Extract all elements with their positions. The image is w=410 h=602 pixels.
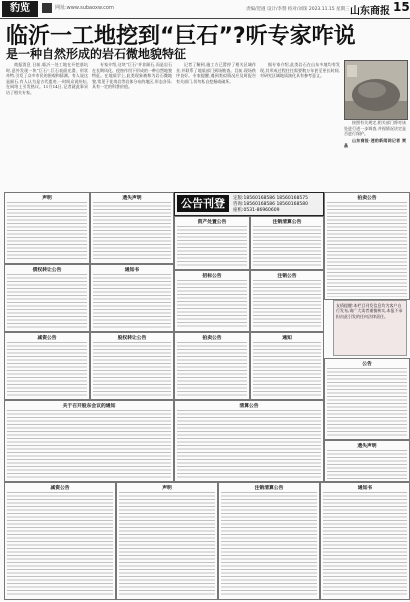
article-column-1 (6, 62, 88, 190)
notice-block (4, 400, 174, 482)
article-column-2 (92, 62, 172, 190)
article-headline: 临沂一工地挖到“巨石”?听专家咋说 (6, 24, 356, 49)
notice-block (324, 440, 410, 482)
notice-text (221, 492, 317, 597)
notice-text (253, 280, 321, 329)
notice-text (253, 342, 321, 397)
article-subheadline: 是一种自然形成的岩石微地貌特征 (6, 47, 187, 61)
notice-text (323, 492, 407, 597)
notice-title: 拍卖公告 (202, 336, 222, 341)
article-byline: 山东商报·速豹新闻网记者 贾晶 (344, 137, 406, 149)
qr-code-icon (42, 3, 52, 13)
notice-block (250, 332, 324, 400)
notice-text (93, 202, 171, 261)
notice-block (90, 192, 174, 264)
notice-title: 遗失声明 (122, 196, 142, 201)
article-paragraph: 商报消息 日前,临沂一处工地在开挖基坑时,意外发现一块“巨石”,巨石表面光滑、形状奇特,引发了众多市民的围观和猜测。有人说这是陨石,有人认为是古代遗迹,一时间众说纷纭,在网络上引发热议。11月14日,记者就此事采访了相关专家。 (6, 62, 88, 95)
notice-block (324, 358, 410, 440)
article-paragraph: 记者了解到,施工方已暂停了相关区域作业,并联系了地质部门到场勘查。目前,现场秩序良好。专家提醒,遇到类似情况应及时报告有关部门,切勿私自挖掘或破坏。 (176, 62, 256, 84)
article-paragraph: 按照有关规定,相关部门将对该处进行进一步调查,并视情况决定是否进行保护。 (344, 120, 406, 137)
notice-title: 股权转让公告 (117, 336, 147, 341)
notice-text (177, 410, 321, 479)
notice-title: 公告 (362, 362, 372, 367)
article-column-4 (260, 62, 340, 190)
notice-text (177, 280, 247, 329)
tips-box: 友情提醒:本栏目刊发信息均为客户自行发布,请广大读者谨慎核实,本报不承担由此引发的任何法律责任。 (333, 300, 407, 356)
notice-block (4, 482, 116, 600)
notice-block (174, 270, 250, 332)
notice-title: 清算公告 (239, 404, 259, 409)
notice-title: 通知书 (124, 268, 140, 273)
article-column-3 (176, 62, 256, 190)
article-paragraph: 专家介绍,这块“巨石”并非陨石,而是岩石在长期风化、侵蚀作用下形成的一种自然地貌特征。在地质学上,此类现象被称为岩石微地貌,常见于花岗岩等岩体分布的地区,形态各异,具有一定的科普价值。 (92, 62, 172, 90)
notice-title: 关于召开股东会议的通知 (62, 404, 116, 409)
notice-text (7, 202, 87, 261)
section-label: 豹览 (2, 1, 38, 17)
notice-text (7, 410, 171, 479)
rock-photo-image (345, 61, 407, 119)
notice-text (119, 492, 215, 597)
notice-text (177, 342, 247, 397)
notice-block (4, 192, 90, 264)
notice-block (4, 332, 90, 400)
editorial-meta: 责编/贺遒 设计/李赞 校对/刘琛 2023.11.15 星期三 (246, 7, 350, 12)
article-photo (344, 60, 408, 120)
notice-block (90, 332, 174, 400)
newspaper-brand: 山东商报 (350, 6, 390, 17)
notice-block (324, 192, 410, 300)
notice-text (253, 226, 321, 267)
ad-phone-line: 定版:18560168586 18560168575 (233, 196, 308, 201)
notice-block (116, 482, 218, 600)
notice-title: 声明 (162, 486, 172, 491)
notice-text (327, 368, 407, 437)
notice-title: 遗失声明 (357, 444, 377, 449)
notice-text (327, 202, 407, 297)
notice-block (174, 400, 324, 482)
notice-title: 通知书 (357, 486, 373, 491)
notice-block (90, 264, 174, 332)
notice-text (7, 492, 113, 597)
notice-text (7, 274, 87, 329)
ad-phone-line: 座机:0531-86960609 (233, 208, 280, 213)
ad-banner (174, 192, 324, 216)
notice-title: 资产处置公告 (197, 220, 227, 225)
notice-block (174, 216, 250, 270)
notice-title: 注销清算公告 (254, 486, 284, 491)
notice-title: 注销清算公告 (272, 220, 302, 225)
notice-title: 拍卖公告 (357, 196, 377, 201)
notice-title: 减资公告 (37, 336, 57, 341)
notice-text (7, 342, 87, 397)
website-url: 网址:www.subaoxw.com (55, 5, 114, 11)
notice-text (327, 450, 407, 479)
article-column-5 (344, 120, 406, 190)
notice-block (218, 482, 320, 600)
notice-title: 减资公告 (50, 486, 70, 491)
notice-title: 通知 (282, 336, 292, 341)
page-number: 15 (393, 0, 410, 14)
notice-title: 注销公告 (277, 274, 297, 279)
notice-title: 债权转让公告 (32, 268, 62, 273)
notice-title: 声明 (42, 196, 52, 201)
notice-block (174, 332, 250, 400)
notice-text (177, 226, 247, 267)
ad-logo: 公告刊登 (177, 195, 229, 212)
notice-text (93, 342, 171, 397)
notice-block (320, 482, 410, 600)
notice-block (250, 270, 324, 332)
notice-text (93, 274, 171, 329)
article-paragraph: 据专家介绍,此类岩石在山东多地均有发现,其形成过程往往需要数万年甚至更长时间,对研究区域地质演化具有参考意义。 (260, 62, 340, 79)
page-header (0, 0, 410, 19)
notice-block (4, 264, 90, 332)
ad-phone-line: 咨询:18560168586 18560168580 (233, 202, 308, 207)
notice-title: 招标公告 (202, 274, 222, 279)
notice-block (250, 216, 324, 270)
